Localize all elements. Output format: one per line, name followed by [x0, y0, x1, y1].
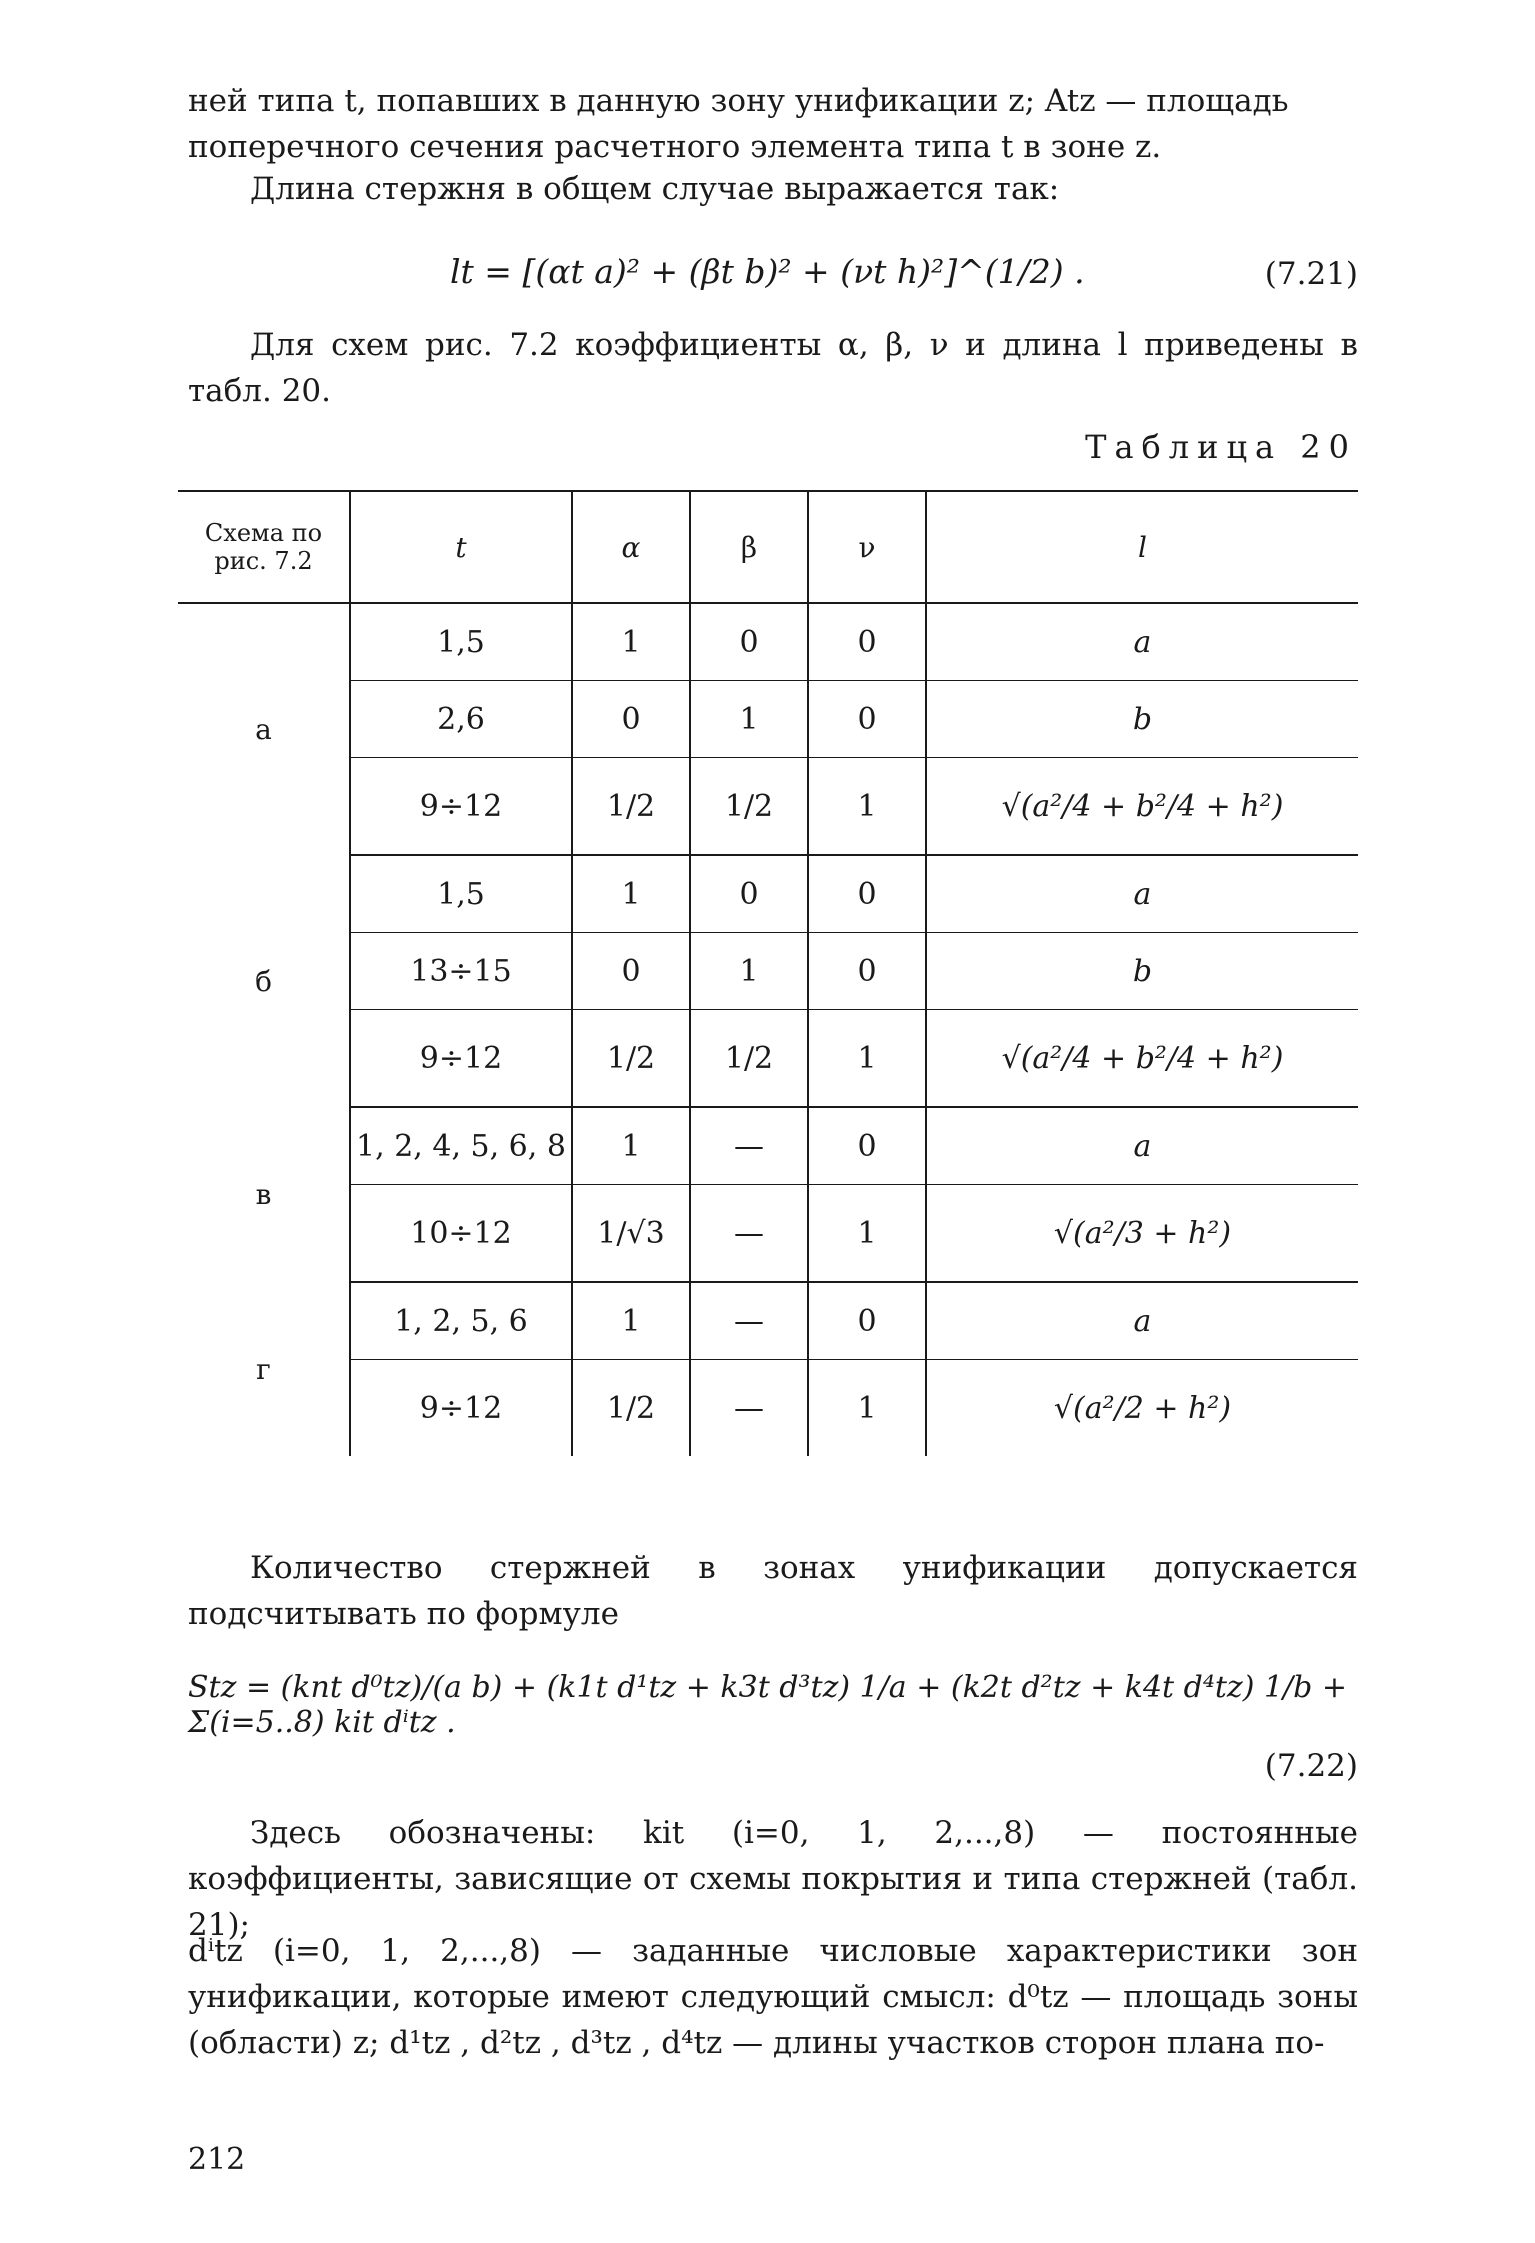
equation-body: lt = [(αt a)² + (βt b)² + (νt h)²]^(1/2) .	[450, 252, 1085, 291]
page-number: 212	[188, 2142, 246, 2177]
t-cell: 2,6	[350, 681, 572, 758]
table-row	[178, 681, 1358, 758]
l-cell-formula: √(a²/3 + h²)	[926, 1185, 1358, 1283]
equation-7-21	[188, 232, 1358, 312]
nu-cell: 0	[808, 1107, 926, 1185]
table-row	[178, 758, 1358, 856]
l-cell-formula: √(a²/4 + b²/4 + h²)	[926, 1010, 1358, 1108]
table-row	[178, 1010, 1358, 1108]
alpha-cell: 1	[572, 855, 690, 933]
beta-cell: —	[690, 1185, 808, 1283]
t-cell: 1, 2, 4, 5, 6, 8	[350, 1107, 572, 1185]
alpha-cell: 1/√3	[572, 1185, 690, 1283]
nu-cell: 1	[808, 1185, 926, 1283]
t-cell: 9÷12	[350, 758, 572, 856]
text-line: ней типа t, попавших в данную зону унификации z; Atz — площадь	[188, 83, 1289, 119]
header-t: t	[350, 491, 572, 603]
alpha-cell: 1/2	[572, 1010, 690, 1108]
l-cell: b	[926, 681, 1358, 758]
alpha-cell: 1/2	[572, 758, 690, 856]
beta-cell: —	[690, 1107, 808, 1185]
table-row	[178, 1282, 1358, 1360]
nu-cell: 1	[808, 1360, 926, 1457]
nu-cell: 0	[808, 855, 926, 933]
beta-cell: —	[690, 1282, 808, 1360]
alpha-cell: 1	[572, 603, 690, 681]
t-cell: 1,5	[350, 855, 572, 933]
nu-cell: 0	[808, 681, 926, 758]
table-row	[178, 1107, 1358, 1185]
table-header-row	[178, 491, 1358, 603]
table-row	[178, 933, 1358, 1010]
alpha-cell: 1/2	[572, 1360, 690, 1457]
equation-7-22	[188, 1652, 1358, 1792]
beta-cell: 1/2	[690, 1010, 808, 1108]
nu-cell: 1	[808, 1010, 926, 1108]
table-row	[178, 603, 1358, 681]
table-title: Таблица 20	[1085, 428, 1357, 466]
table-row	[178, 1185, 1358, 1283]
paragraph-table-intro: Для схем рис. 7.2 коэффициенты α, β, ν и длина l приведены в табл. 20.	[188, 327, 1358, 409]
l-cell: a	[926, 1282, 1358, 1360]
paragraph-length-intro: Длина стержня в общем случае выражается так:	[250, 171, 1060, 207]
scheme-cell: б	[255, 964, 272, 998]
alpha-cell: 0	[572, 681, 690, 758]
l-cell-formula: √(a²/4 + b²/4 + h²)	[926, 758, 1358, 856]
l-cell-formula: √(a²/2 + h²)	[926, 1360, 1358, 1457]
header-alpha: α	[572, 491, 690, 603]
paragraph-continuation	[188, 78, 1358, 170]
beta-cell: —	[690, 1360, 808, 1457]
equation-number: (7.22)	[1264, 1748, 1358, 1784]
alpha-cell: 1	[572, 1282, 690, 1360]
beta-cell: 0	[690, 603, 808, 681]
alpha-cell: 0	[572, 933, 690, 1010]
table-20	[178, 490, 1358, 1456]
t-cell: 10÷12	[350, 1185, 572, 1283]
scheme-cell: в	[255, 1178, 272, 1211]
beta-cell: 1	[690, 933, 808, 1010]
t-cell: 9÷12	[350, 1360, 572, 1457]
l-cell: a	[926, 603, 1358, 681]
scheme-cell: г	[256, 1352, 271, 1386]
header-beta: β	[690, 491, 808, 603]
nu-cell: 0	[808, 603, 926, 681]
nu-cell: 0	[808, 1282, 926, 1360]
paragraph-zone-characteristics: dⁱtz (i=0, 1, 2,...,8) — заданные числовые характеристики зон унификации, которые имеют следующий смысл: d⁰tz — площадь зоны (области) z; d¹tz , d²tz , d³tz , d⁴tz — длины участков сторон плана по-	[188, 1933, 1358, 2061]
header-scheme: Схема по рис. 7.2	[178, 491, 350, 603]
t-cell: 9÷12	[350, 1010, 572, 1108]
l-cell: a	[926, 1107, 1358, 1185]
beta-cell: 0	[690, 855, 808, 933]
nu-cell: 0	[808, 933, 926, 1010]
t-cell: 13÷15	[350, 933, 572, 1010]
equation-body: Stz = (knt d⁰tz)/(a b) + (k1t d¹tz + k3t d³tz) 1/a + (k2t d²tz + k4t d⁴tz) 1/b + Σ(i=5..8) kit dⁱtz .	[188, 1670, 1348, 1740]
table-row	[178, 1360, 1358, 1457]
header-l: l	[926, 491, 1358, 603]
l-cell: a	[926, 855, 1358, 933]
beta-cell: 1/2	[690, 758, 808, 856]
t-cell: 1,5	[350, 603, 572, 681]
paragraph-count-intro: Количество стержней в зонах унификации допускается подсчитывать по формуле	[188, 1550, 1358, 1632]
paragraph-coefficients: Здесь обозначены: kit (i=0, 1, 2,...,8) — постоянные коэффициенты, зависящие от схемы покрытия и типа стержней (табл. 21);	[188, 1815, 1358, 1943]
t-cell: 1, 2, 5, 6	[350, 1282, 572, 1360]
scheme-cell: а	[255, 713, 272, 746]
header-nu: ν	[808, 491, 926, 603]
alpha-cell: 1	[572, 1107, 690, 1185]
equation-number: (7.21)	[1264, 256, 1358, 292]
l-cell: b	[926, 933, 1358, 1010]
table-row	[178, 855, 1358, 933]
beta-cell: 1	[690, 681, 808, 758]
text-line: поперечного сечения расчетного элемента типа t в зоне z.	[188, 129, 1162, 165]
nu-cell: 1	[808, 758, 926, 856]
